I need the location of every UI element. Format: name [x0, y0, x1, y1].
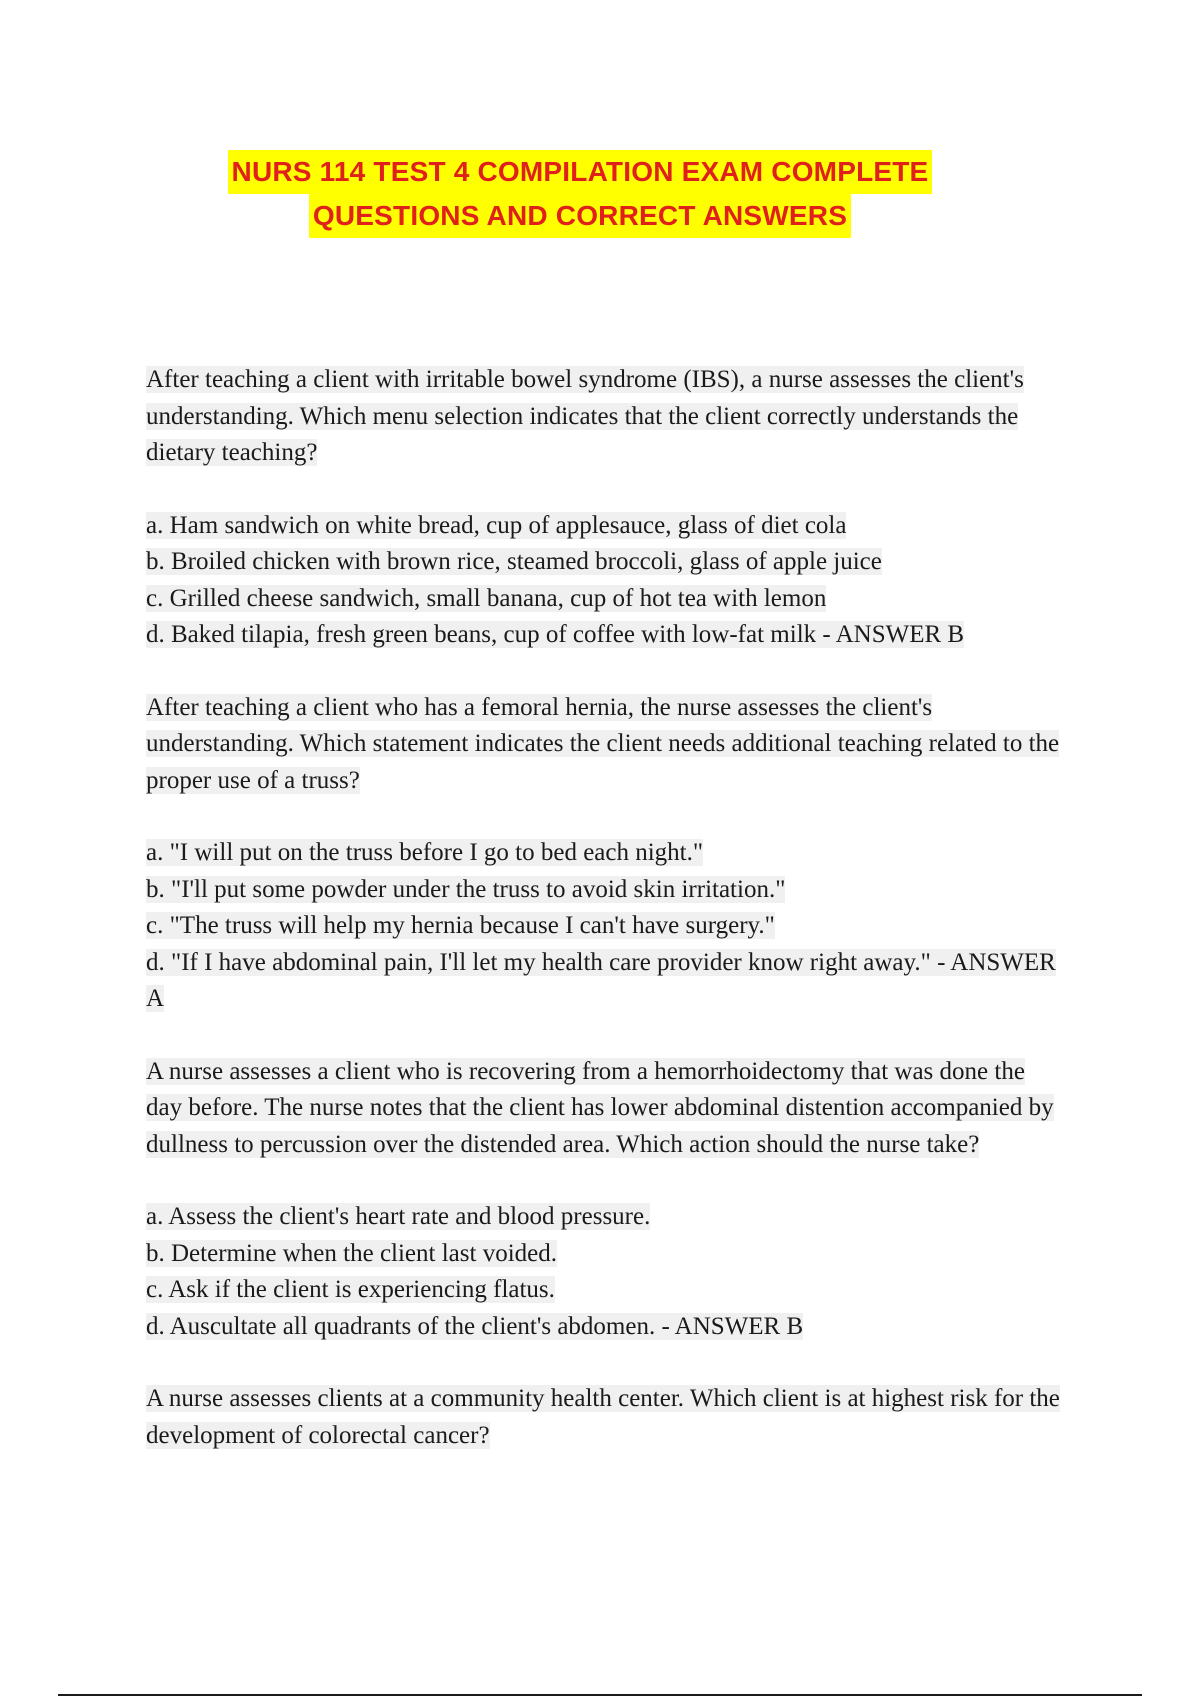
option-d-with-answer: d. Baked tilapia, fresh green beans, cup of coffee with low-fat milk - ANSWER B: [146, 621, 965, 648]
document-title: [0, 150, 1160, 238]
question-block-4: [146, 1381, 1066, 1454]
option-d-with-answer: d. "If I have abdominal pain, I'll let my health care provider know right away." - ANSWER A: [146, 948, 1056, 1012]
question-stem: After teaching a client with irritable bowel syndrome (IBS), a nurse assesses the client's understanding. Which menu selection indicates that the client correctly understands the dietary teaching?: [146, 366, 1024, 466]
question-list: [146, 362, 1066, 1490]
option-list: [146, 1199, 1066, 1345]
footer-divider: [58, 1694, 1142, 1696]
option-c: c. Ask if the client is experiencing flatus.: [146, 1276, 555, 1303]
option-d-with-answer: d. Auscultate all quadrants of the client's abdomen. - ANSWER B: [146, 1312, 804, 1340]
option-b: b. Determine when the client last voided.: [146, 1239, 557, 1267]
option-a: a. "I will put on the truss before I go to bed each night.": [146, 839, 704, 866]
question-stem: A nurse assesses a client who is recovering from a hemorrhoidectomy that was done the day before. The nurse notes that the client has lower abdominal distention accompanied by dullness to percussion over the distended area. Which action should the nurse take?: [146, 1057, 1054, 1158]
question-block-1: [146, 362, 1066, 654]
option-list: [146, 835, 1066, 1018]
option-b: b. "I'll put some powder under the truss to avoid skin irritation.": [146, 875, 786, 903]
option-b: b. Broiled chicken with brown rice, steamed broccoli, glass of apple juice: [146, 548, 882, 575]
option-c: c. "The truss will help my hernia because I can't have surgery.": [146, 912, 775, 939]
question-block-2: [146, 690, 1066, 1018]
option-a: a. Assess the client's heart rate and blood pressure.: [146, 1203, 651, 1230]
question-stem: A nurse assesses clients at a community health center. Which client is at highest risk for the development of colorectal cancer?: [146, 1385, 1060, 1449]
option-a: a. Ham sandwich on white bread, cup of applesauce, glass of diet cola: [146, 511, 847, 539]
question-stem: After teaching a client who has a femoral hernia, the nurse assesses the client's understanding. Which statement indicates the client needs additional teaching related to the proper use of a truss?: [146, 693, 1060, 794]
question-block-3: [146, 1054, 1066, 1346]
title-line-1: NURS 114 TEST 4 COMPILATION EXAM COMPLETE: [228, 150, 933, 194]
title-line-2: QUESTIONS AND CORRECT ANSWERS: [309, 194, 851, 238]
option-c: c. Grilled cheese sandwich, small banana, cup of hot tea with lemon: [146, 584, 827, 612]
option-list: [146, 508, 1066, 654]
